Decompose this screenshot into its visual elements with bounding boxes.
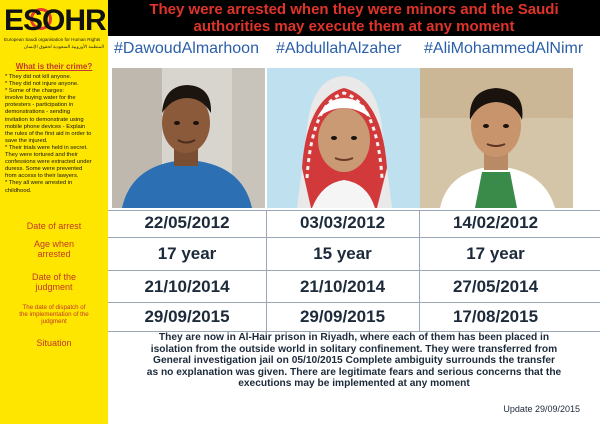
arrest-abdullah: 03/03/2012 <box>299 213 386 232</box>
label-age-line: arrested <box>37 249 71 259</box>
logo-subtitle-en: European Saudi organisation for Human Rights <box>4 37 101 42</box>
table-divider <box>108 302 600 303</box>
dispatch-dawoud: 29/09/2015 <box>144 307 230 326</box>
crime-line: * Some of the charges: <box>5 88 64 95</box>
hashtag-abdullah: #AbdullahAlzaher <box>276 40 402 57</box>
crime-title: What is their crime? <box>15 62 93 71</box>
crime-line: save the injured. <box>5 137 48 144</box>
label-dispatch-line: The date of dispatch of <box>22 304 86 311</box>
crime-line: * They all were arrested in <box>5 180 73 187</box>
label-dispatch-line: the implementation of the <box>19 311 89 318</box>
situation-line: isolation from the outside world in solitary confinement. They were transferred from <box>150 343 558 355</box>
age-dawoud: 17 year <box>157 244 217 263</box>
table-divider <box>108 210 600 211</box>
situation-line: They are now in Al-Hair prison in Riyadh, where each of them has been placed in <box>158 332 550 343</box>
title-line: authorities may execute them at any moment <box>193 17 515 35</box>
label-age <box>0 239 108 259</box>
age-ali: 17 year <box>466 244 525 263</box>
judgment-abdullah: 21/10/2014 <box>299 277 386 296</box>
crime-line: demonstrations - sending <box>5 109 71 116</box>
update-date: Update 29/09/2015 <box>503 404 580 414</box>
crime-line: * They did not injure anyone. <box>5 81 79 88</box>
table-divider <box>108 270 600 271</box>
dispatch-ali: 17/08/2015 <box>452 307 539 326</box>
crime-line: involve buying water for the <box>5 95 76 102</box>
crime-line: duress. Some were prevented <box>5 166 83 173</box>
title-line: They were arrested when they were minors and the Saudi <box>149 1 559 18</box>
crime-line: invitation to demonstrate using <box>5 116 84 123</box>
logo-subtitle-ar: المنظمة الأوروبية السعودية لحقوق الإنسان <box>23 44 104 49</box>
situation-line: executions may be implemented at any moment <box>238 378 470 390</box>
situation-text <box>120 332 588 390</box>
crime-line: They were tortured and their <box>5 152 78 159</box>
crime-line: * Their trials were held in secret. <box>5 144 88 151</box>
judgment-ali: 27/05/2014 <box>452 277 539 296</box>
crime-line: protesters - participation in <box>5 102 74 109</box>
crime-line: * They did not kill anyone. <box>5 74 72 80</box>
crime-line: childhood. <box>5 187 32 194</box>
crime-line: mobile phone devices - Explain <box>5 123 86 130</box>
hashtag-ali: #AliMohammedAlNimr <box>424 40 584 57</box>
crime-description <box>5 74 105 195</box>
situation-line: General investigation jail on 05/10/2015 Complete ambiguity surrounds the transfer <box>153 355 555 367</box>
photo-dawoud <box>112 68 265 208</box>
label-judgment-line: judgment <box>35 282 73 292</box>
page-title <box>108 2 600 35</box>
hashtag-dawoud: #DawoudAlmarhoon <box>114 40 259 57</box>
dispatch-abdullah: 29/09/2015 <box>299 307 386 326</box>
label-judgment-line: Date of the <box>31 272 77 282</box>
label-dispatch <box>0 304 108 325</box>
situation-line: as no explanation was given. There are legitimate fears and serious concerns that the <box>146 366 562 378</box>
label-judgment <box>0 272 108 292</box>
crime-line: the rules of the first aid in order to <box>5 130 92 137</box>
label-situation: Situation <box>36 338 72 348</box>
photo-abdullah <box>267 68 420 208</box>
label-age-line: Age when <box>33 239 75 249</box>
label-dispatch-line: judgment <box>41 318 67 325</box>
crime-line: confessions were extracted under <box>5 159 92 166</box>
judgment-dawoud: 21/10/2014 <box>144 277 230 296</box>
header-banner <box>108 0 600 36</box>
photo-ali <box>420 68 573 208</box>
sidebar <box>0 0 108 424</box>
age-abdullah: 15 year <box>313 244 372 263</box>
arrest-dawoud: 22/05/2012 <box>144 213 230 232</box>
label-date-of-arrest: Date of arrest <box>26 221 82 231</box>
arrest-ali: 14/02/2012 <box>452 213 539 232</box>
table-divider <box>108 237 600 238</box>
esohr-logo <box>4 4 104 54</box>
logo-text: ESOHR <box>4 4 106 37</box>
crime-line: from access to their lawyers. <box>5 173 79 180</box>
